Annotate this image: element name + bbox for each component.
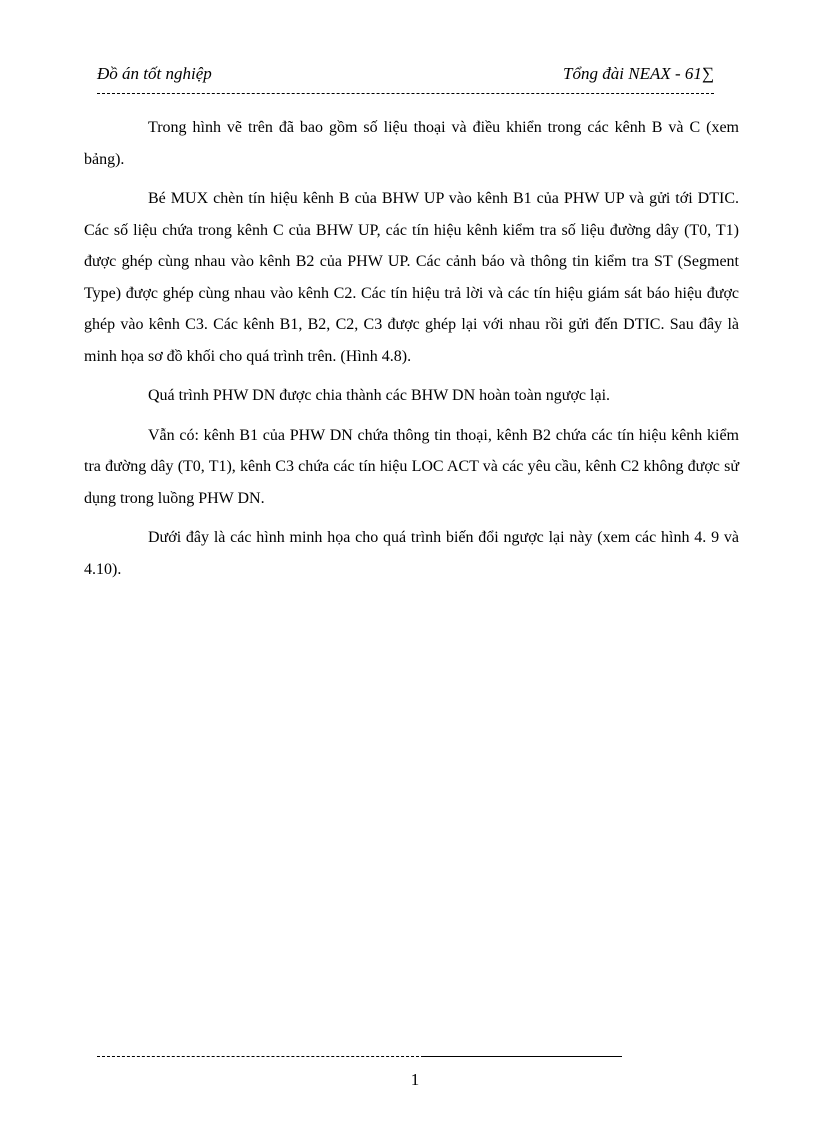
paragraph-3: Quá trình PHW DN được chia thành các BHW DN hoàn toàn ngược lại. <box>148 387 611 404</box>
paragraph-1: Trong hình vẽ trên đã bao gồm số liệu thoại và điều khiển trong các kênh B và C (xem bảng). <box>84 119 739 168</box>
paragraph-2: Bé MUX chèn tín hiệu kênh B của BHW UP vào kênh B1 của PHW UP và gửi tới DTIC. Các số liệu chứa trong kênh C của BHW UP, các tín hiệu kênh kiểm tra số liệu đường dây (T0, T1) được ghép cùng nhau vào kênh B2 của PHW UP. Các cảnh báo và thông tin kiểm tra ST (Segment Type) được ghép cùng nhau vào kênh C2. Các tín hiệu trả lời và các tín hiệu giám sát báo hiệu được ghép vào kênh C3. Các kênh B1, B2, C2, C3 được ghép lại với nhau rồi gửi đến DTIC. Sau đây là minh họa sơ đồ khối cho quá trình trên. (Hình 4.8). <box>84 190 739 365</box>
header-divider <box>97 93 714 94</box>
page-number: 1 <box>410 1070 420 1089</box>
header-thesis-label: Đồ án tốt nghiệp <box>97 64 212 83</box>
footer-divider-solid <box>424 1056 622 1057</box>
header-chapter-title: Tổng đài NEAX - 61∑ <box>563 64 714 83</box>
paragraph-5: Dưới đây là các hình minh họa cho quá trình biến đổi ngược lại này (xem các hình 4. 9 và 4.10). <box>84 529 739 578</box>
page-header <box>97 62 714 86</box>
paragraph-4: Vẫn có: kênh B1 của PHW DN chứa thông tin thoại, kênh B2 chứa các tín hiệu kênh kiểm tra đường dây (T0, T1), kênh C3 chứa các tín hiệu LOC ACT và các yêu cầu, kênh C2 không được sử dụng trong luồng PHW DN. <box>84 426 739 507</box>
body-text <box>84 112 739 593</box>
footer-divider-dashed <box>97 1056 424 1057</box>
